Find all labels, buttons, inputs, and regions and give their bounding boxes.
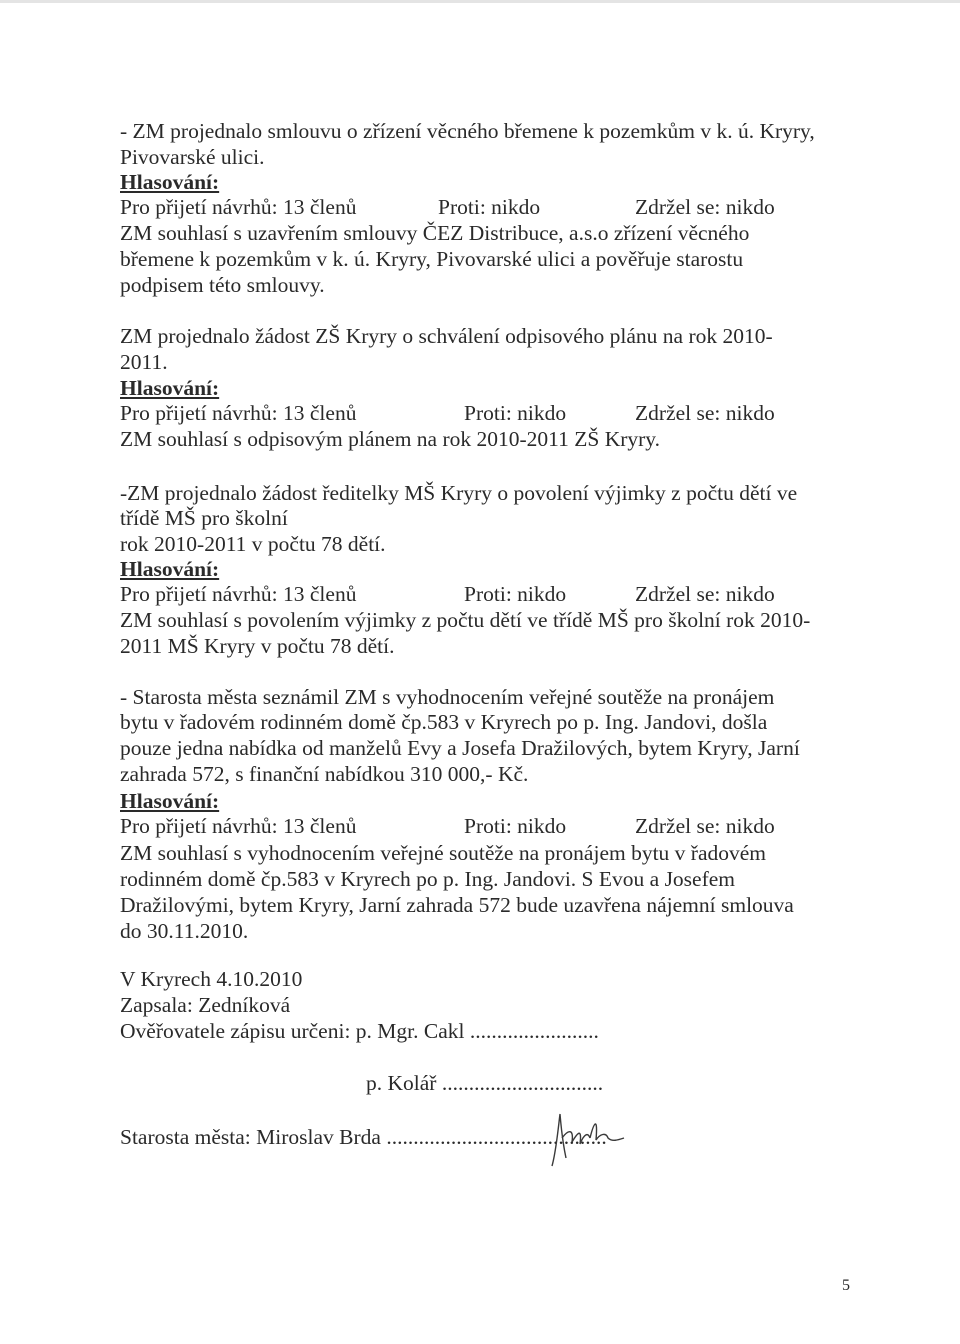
section-4-resolution-line-1: ZM souhlasí s vyhodnocením veřejné soutěže na pronájem bytu v řadovém <box>120 841 767 865</box>
section-1-resolution-line-2: břemene k pozemkům v k. ú. Kryry, Pivovarské ulici a pověřuje starostu <box>120 247 744 271</box>
section-1-vote-row <box>120 194 775 220</box>
section-3-intro-line-2: třídě MŠ pro školní <box>120 506 288 530</box>
vote-pro: Pro přijetí návrhů: 13 členů <box>120 401 357 425</box>
scan-edge <box>0 0 960 3</box>
vote-proti: Proti: nikdo <box>464 814 567 838</box>
recorder: Zapsala: Zedníková <box>120 993 291 1017</box>
section-1-intro-line-1: - ZM projednalo smlouvu o zřízení věcného břemene k pozemkům v k. ú. Kryry, <box>120 119 815 143</box>
section-2-resolution-line-1: ZM souhlasí s odpisovým plánem na rok 2010-2011 ZŠ Kryry. <box>120 427 661 451</box>
section-3-resolution-line-2: 2011 MŠ Kryry v počtu 78 dětí. <box>120 634 395 658</box>
section-3-voting-heading: Hlasování: <box>120 557 220 581</box>
section-4-resolution-line-3: Dražilovými, bytem Kryry, Jarní zahrada 572 bude uzavřena nájemní smlouva <box>120 893 794 917</box>
section-4-vote-row <box>120 813 775 839</box>
vote-proti: Proti: nikdo <box>464 401 567 425</box>
section-3-resolution-line-1: ZM souhlasí s povolením výjimky z počtu dětí ve třídě MŠ pro školní rok 2010- <box>120 608 811 632</box>
section-1-resolution-line-1: ZM souhlasí s uzavřením smlouvy ČEZ Distribuce, a.s.o zřízení věcného <box>120 221 750 245</box>
section-1-intro-line-2: Pivovarské ulici. <box>120 145 265 169</box>
verifier-2: p. Kolář .............................. <box>366 1071 604 1095</box>
section-4-resolution-line-4: do 30.11.2010. <box>120 919 249 943</box>
section-3-vote-row <box>120 581 775 607</box>
vote-zdrzel: Zdržel se: nikdo <box>635 401 775 425</box>
section-3-intro-line-1: -ZM projednalo žádost ředitelky MŠ Kryry o povolení výjimky z počtu dětí ve <box>120 481 798 505</box>
section-2-intro-line-2: 2011. <box>120 350 168 374</box>
section-4-intro-line-1: - Starosta města seznámil ZM s vyhodnocením veřejné soutěže na pronájem <box>120 685 775 709</box>
page-number: 5 <box>842 1277 850 1294</box>
section-2-voting-heading: Hlasování: <box>120 376 220 400</box>
section-1-resolution-line-3: podpisem této smlouvy. <box>120 273 325 297</box>
handwritten-signature <box>548 1108 628 1168</box>
vote-zdrzel: Zdržel se: nikdo <box>635 195 775 219</box>
vote-proti: Proti: nikdo <box>464 582 567 606</box>
section-3-intro-line-3: rok 2010-2011 v počtu 78 dětí. <box>120 532 386 556</box>
section-4-intro-line-4: zahrada 572, s finanční nabídkou 310 000,- Kč. <box>120 762 529 786</box>
vote-zdrzel: Zdržel se: nikdo <box>635 814 775 838</box>
vote-proti: Proti: nikdo <box>438 195 541 219</box>
section-1-voting-heading: Hlasování: <box>120 170 220 194</box>
vote-pro: Pro přijetí návrhů: 13 členů <box>120 582 357 606</box>
section-4-intro-line-3: pouze jedna nabídka od manželů Evy a Josefa Dražilových, bytem Kryry, Jarní <box>120 736 800 760</box>
section-4-voting-heading: Hlasování: <box>120 789 220 813</box>
vote-pro: Pro přijetí návrhů: 13 členů <box>120 195 357 219</box>
mayor-signature-line: Starosta města: Miroslav Brda ......................................... <box>120 1125 607 1149</box>
vote-pro: Pro přijetí návrhů: 13 členů <box>120 814 357 838</box>
section-4-intro-line-2: bytu v řadovém rodinném domě čp.583 v Kryrech po p. Ing. Jandovi, došla <box>120 710 768 734</box>
section-4-resolution-line-2: rodinném domě čp.583 v Kryrech po p. Ing. Jandovi. S Evou a Josefem <box>120 867 736 891</box>
vote-zdrzel: Zdržel se: nikdo <box>635 582 775 606</box>
section-2-intro-line-1: ZM projednalo žádost ZŠ Kryry o schválení odpisového plánu na rok 2010- <box>120 324 773 348</box>
place-date: V Kryrech 4.10.2010 <box>120 967 303 991</box>
section-2-vote-row <box>120 400 775 426</box>
verifiers: Ověřovatele zápisu určeni: p. Mgr. Cakl ........................ <box>120 1019 599 1043</box>
